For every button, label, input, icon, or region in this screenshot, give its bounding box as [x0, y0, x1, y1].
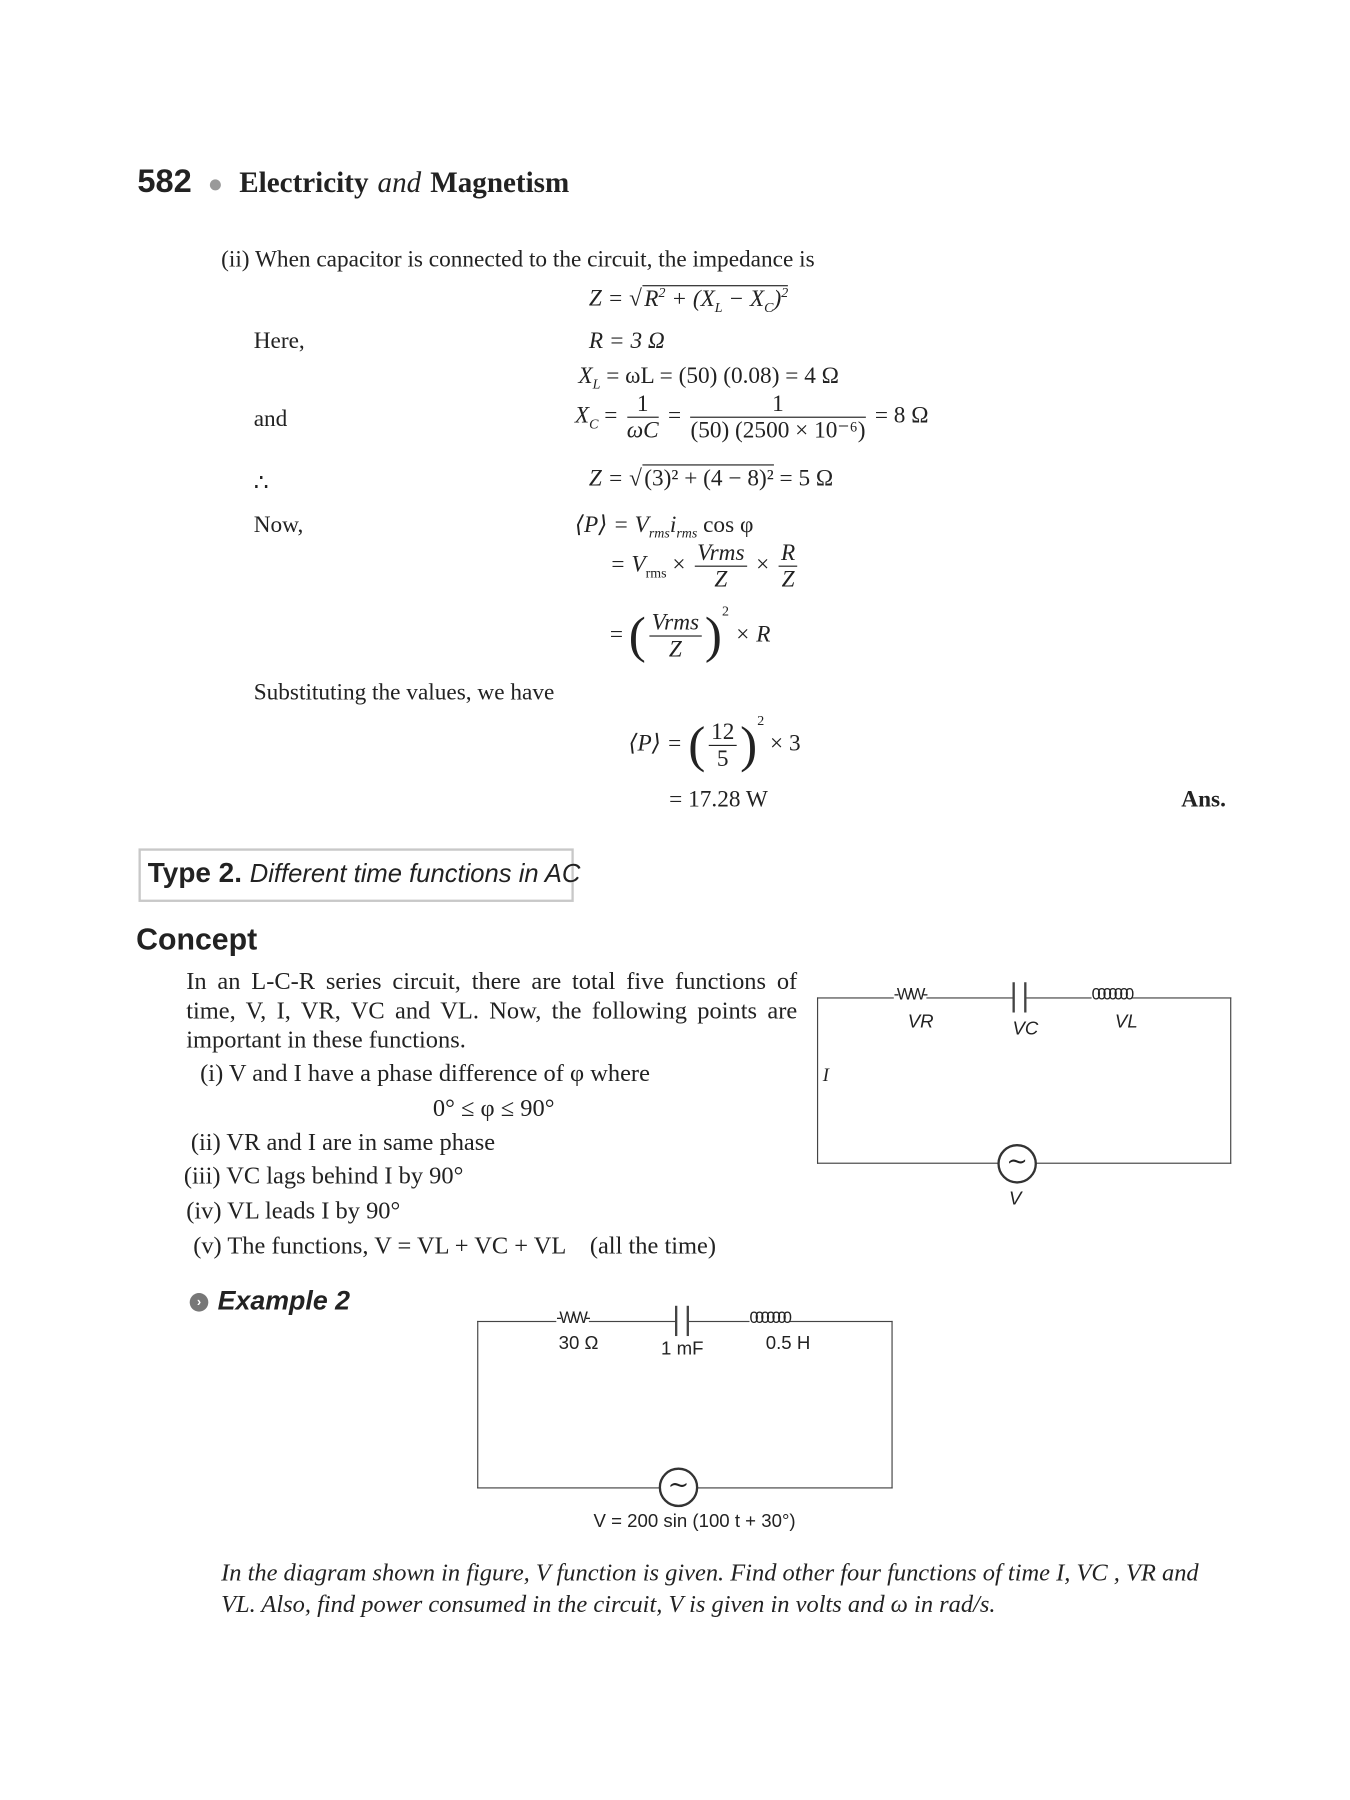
resistance-label: 30 Ω — [558, 1333, 599, 1354]
type-label: Type 2. — [147, 857, 242, 890]
example-question: In the diagram shown in figure, V function is given. Find other four functions of time I, VC , VR and VL. Also, find power consumed in the circuit, V is given in volts and ω in rad/s. — [221, 1558, 1199, 1618]
p1-sub2: rms — [676, 524, 698, 542]
zc-inside: (3)² + (4 − 8)² — [642, 464, 774, 491]
p4-sup: 2 — [757, 712, 765, 729]
z-calculation: Z = √ (3)² + (4 − 8)² = 5 Ω — [588, 465, 834, 492]
concept-heading: Concept — [136, 921, 258, 957]
p2-num1: Vrms — [695, 540, 747, 567]
inductor-icon: 0000000 — [1091, 984, 1131, 1004]
p1-lhs: ⟨P⟩ = V — [574, 512, 649, 538]
p4-rest: × 3 — [764, 730, 801, 757]
p1-sub1: rms — [648, 524, 670, 542]
here-label: Here, — [253, 328, 305, 354]
current-label: I — [822, 1066, 830, 1086]
xc-formula — [575, 391, 929, 443]
z-mid: + (X — [665, 285, 715, 312]
vc-label: VC — [1012, 1019, 1039, 1040]
xc-eq: = — [598, 402, 624, 429]
example-heading — [190, 1285, 350, 1316]
inductor-icon: 0000000 — [749, 1308, 789, 1327]
concept-point-1: (i) V and I have a phase difference of φ where — [200, 1059, 650, 1087]
zc-lhs: Z = — [588, 465, 630, 492]
xc-eq2: = — [662, 402, 687, 429]
wire-left — [477, 1321, 478, 1489]
xl-sub: L — [592, 375, 601, 393]
p2-eq: = V — [609, 551, 646, 578]
concept-point-3: (iii) VC lags behind I by 90° — [183, 1161, 464, 1190]
resistor-icon: -WW- — [893, 984, 926, 1004]
answer-label: Ans. — [1181, 786, 1226, 813]
xc-den1: ωC — [626, 417, 659, 444]
impedance-formula: Z = √ $R^2 + (X_L - X_C)^2$ — [588, 283, 789, 315]
p2-num2: R — [779, 540, 798, 567]
and-label: and — [253, 406, 288, 432]
ac-source-icon: ~ — [659, 1468, 699, 1508]
p4-num: 12 — [709, 719, 737, 746]
p2-times: × — [666, 551, 692, 578]
v-label: V — [1009, 1189, 1022, 1210]
z-sup2: 2 — [781, 283, 789, 301]
solution-intro: (ii) When capacitor is connected to the circuit, the impedance is — [221, 246, 815, 273]
xc-num2: 1 — [690, 391, 865, 418]
page-number: 582 — [137, 162, 192, 200]
z-r: R — [644, 285, 659, 312]
header-title-1: Electricity — [239, 167, 369, 200]
concept-point-5: (v) The functions, V = VL + VC + VL (all the time) — [193, 1231, 717, 1260]
xc-result: = 8 Ω — [869, 402, 929, 429]
wire-right — [1230, 997, 1231, 1163]
power-result: = 17.28 W — [669, 786, 768, 813]
p3-den: Z — [668, 636, 682, 663]
running-header — [137, 163, 569, 200]
p2-times2: × — [750, 551, 776, 578]
inductance-label: 0.5 H — [765, 1333, 811, 1354]
z-minus: − X — [722, 285, 765, 312]
vr-label: VR — [907, 1012, 934, 1033]
bullet-icon: ● — [207, 168, 224, 198]
wire-right — [891, 1321, 892, 1489]
header-title-2: and — [377, 167, 422, 200]
xc-x: X — [574, 402, 590, 429]
vl-label: VL — [1114, 1012, 1138, 1033]
example-title: Example 2 — [217, 1284, 351, 1316]
now-label: Now, — [253, 512, 304, 538]
xl-formula — [578, 363, 839, 393]
type-title: Different time functions in AC — [249, 858, 581, 888]
capacitance-label: 1 mF — [661, 1339, 704, 1360]
r-value: R = 3 Ω — [588, 328, 665, 354]
type-box-content — [148, 858, 581, 891]
z-close: ) — [773, 285, 782, 312]
therefore-symbol: ∴ — [253, 470, 269, 496]
xc-num1: 1 — [627, 391, 659, 418]
p3-rest: × R — [728, 621, 771, 648]
p3-eq: = — [609, 621, 629, 648]
concept-point-4: (iv) VL leads I by 90° — [186, 1196, 401, 1225]
zc-result: = 5 Ω — [773, 465, 834, 492]
xl-rest: = ωL = (50) (0.08) = 4 Ω — [600, 363, 839, 389]
z-subc: C — [764, 298, 774, 315]
p1-i: i — [669, 512, 677, 538]
p2-den1: Z — [714, 566, 728, 593]
p2-den2: Z — [781, 566, 795, 593]
wire-left — [817, 997, 818, 1163]
capacitor-icon — [675, 1306, 689, 1336]
p2-sub: rms — [645, 564, 667, 581]
z-subl: L — [714, 298, 723, 315]
p4-lhs: ⟨P⟩ = — [628, 730, 689, 757]
concept-paragraph: In an L-C-R series circuit, there are total five functions of time, V, I, VR, VC and VL. Now, the following points are important in these functions. — [186, 967, 798, 1054]
xl-x: X — [578, 363, 593, 389]
p4-den: 5 — [716, 745, 729, 772]
chevron-right-icon: › — [190, 1293, 209, 1312]
capacitor-icon — [1013, 982, 1027, 1012]
header-title-3: Magnetism — [430, 167, 570, 200]
p3-sup: 2 — [721, 602, 729, 620]
p1-rest: cos φ — [697, 512, 754, 538]
power-formula-4: ⟨P⟩ = ( $\frac{12}{5}$ )$^2$ × 3 — [628, 712, 801, 774]
substituting-text: Substituting the values, we have — [253, 679, 555, 706]
concept-point-2: (ii) VR and I are in same phase — [190, 1127, 496, 1156]
power-formula-2 — [610, 540, 801, 592]
voltage-caption: V = 200 sin (100 t + 30°) — [593, 1511, 796, 1532]
p3-num: Vrms — [649, 610, 701, 637]
xc-den2: (50) (2500 × 10⁻⁶) — [690, 417, 866, 444]
resistor-icon: -WW- — [556, 1308, 589, 1327]
z-lhs: Z = — [588, 285, 630, 312]
concept-point-1-range: 0° ≤ φ ≤ 90° — [432, 1093, 555, 1122]
z-sup: 2 — [658, 283, 666, 301]
power-formula-3: = ( $\frac{\text{Vrms}}{Z}$ )$^2$ × R — [609, 602, 771, 664]
power-formula-1 — [575, 510, 753, 543]
ac-source-icon: ~ — [997, 1144, 1037, 1184]
type-box — [138, 848, 581, 902]
xc-sub: C — [589, 415, 599, 432]
